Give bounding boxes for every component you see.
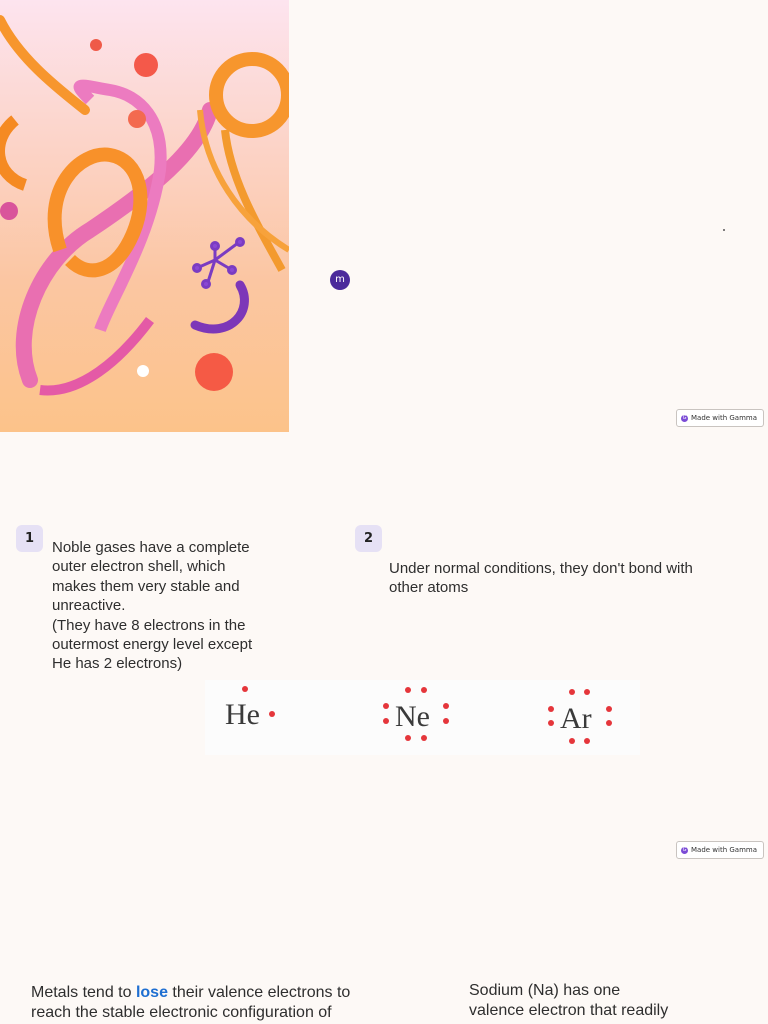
helium-diagram [225, 686, 275, 731]
electron-dot [443, 718, 449, 724]
electron-dot [383, 718, 389, 724]
step-number-2: 2 [355, 525, 382, 552]
electron-dot [606, 706, 612, 712]
made-with-gamma-badge[interactable] [676, 409, 764, 427]
avatar[interactable]: m [330, 270, 350, 290]
electron-dot [584, 738, 590, 744]
electron-dot [405, 687, 411, 693]
text-line: outermost energy level except [52, 636, 253, 654]
electron-dot [443, 703, 449, 709]
badge-label: Made with Gamma [691, 846, 758, 854]
sodium-text [469, 981, 668, 1021]
step-number-1: 1 [16, 525, 43, 552]
electron-dot [405, 735, 411, 741]
text-line: unreactive. [52, 597, 126, 615]
neon-diagram [383, 687, 449, 741]
electron-dot [606, 720, 612, 726]
highlight-lose: lose [135, 984, 168, 1001]
text-line: Metals tend to lose their valence electrons to [31, 984, 351, 1001]
electron-dot [569, 738, 575, 744]
gamma-icon: G [682, 414, 687, 421]
helium-symbol: He [225, 698, 260, 731]
stray-dot [723, 229, 725, 231]
text-line: Sodium (Na) has one [469, 982, 621, 999]
electron-dot [242, 686, 248, 692]
hero-illustration [0, 0, 289, 432]
electron-dot [421, 735, 427, 741]
text-line: Noble gases have a complete [52, 539, 250, 556]
electron-dot [584, 689, 590, 695]
electron-dot [421, 687, 427, 693]
step-2-text [389, 559, 693, 598]
electron-dot [383, 703, 389, 709]
gamma-icon: G [682, 846, 687, 853]
ribbon-art [0, 0, 289, 432]
electron-dot [548, 706, 554, 712]
text-line: He has 2 electrons) [52, 655, 183, 673]
lewis-dot-diagrams [205, 680, 640, 755]
text-line: makes them very stable and [52, 577, 240, 595]
text-line: valence electron that readily [469, 1002, 669, 1019]
electron-dot [569, 689, 575, 695]
text-line: reach the stable electronic configuration of [31, 1004, 332, 1021]
badge-label: Made with Gamma [691, 414, 758, 422]
electron-dot [548, 720, 554, 726]
text-line: Under normal conditions, they don't bond with [389, 560, 693, 577]
electron-dot [269, 711, 275, 717]
made-with-gamma-badge-2[interactable] [676, 841, 764, 859]
step-1-text [52, 538, 252, 674]
text-line: outer electron shell, which [52, 558, 226, 576]
argon-symbol: Ar [560, 702, 592, 735]
text-line: (They have 8 electrons in the [52, 616, 246, 634]
text-line: other atoms [389, 579, 469, 597]
argon-diagram [548, 689, 612, 744]
neon-symbol: Ne [395, 700, 430, 733]
metals-text [31, 983, 350, 1023]
